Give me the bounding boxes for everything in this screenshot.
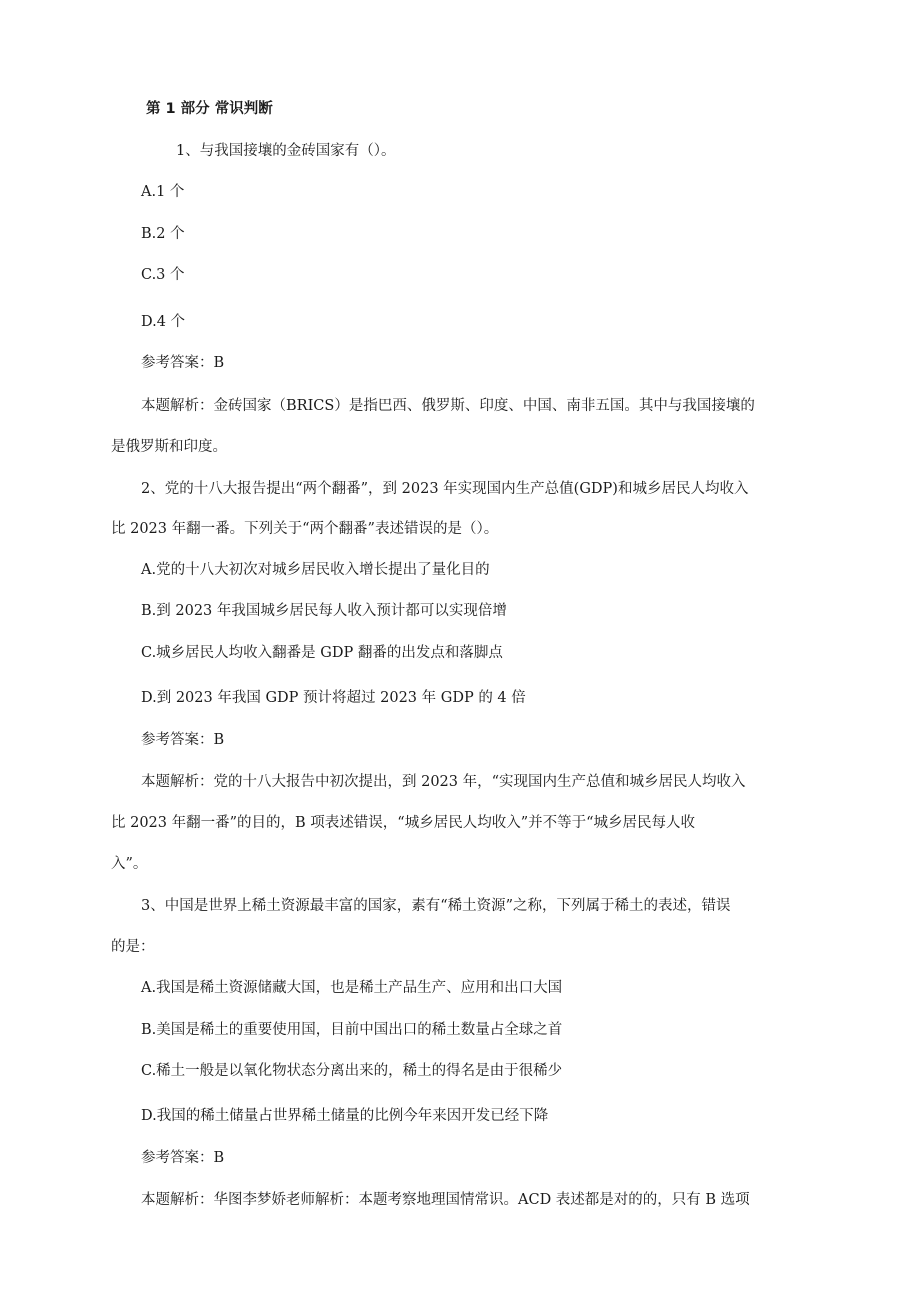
- question-2-option-b: B.到 2023 年我国城乡居民每人收入预计都可以实现倍增: [141, 603, 507, 619]
- question-1-analysis-line-1: 本题解析：金砖国家（BRICS）是指巴西、俄罗斯、印度、中国、南非五国。其中与我国接壤的: [141, 398, 755, 414]
- question-2-analysis-line-2: 比 2023 年翻一番”的目的，B 项表述错误，“城乡居民人均收入”并不等于“城乡居民每人收: [111, 815, 696, 831]
- question-1-analysis-line-2: 是俄罗斯和印度。: [111, 439, 227, 455]
- question-2-stem-line-1: 2、党的十八大报告提出“两个翻番”，到 2023 年实现国内生产总值(GDP)和城乡居民人均收入: [141, 481, 749, 497]
- question-2-analysis-line-3: 入”。: [111, 856, 148, 872]
- question-2-answer: 参考答案：B: [141, 732, 225, 748]
- question-1-option-a: A.1 个: [141, 184, 185, 200]
- question-2-analysis-line-1: 本题解析：党的十八大报告中初次提出，到 2023 年，“实现国内生产总值和城乡居民人均收入: [141, 774, 746, 790]
- question-1-option-b: B.2 个: [141, 226, 185, 242]
- question-3-option-a: A.我国是稀土资源储藏大国，也是稀土产品生产、应用和出口大国: [141, 980, 563, 996]
- question-2-option-c: C.城乡居民人均收入翻番是 GDP 翻番的出发点和落脚点: [141, 645, 503, 661]
- question-3-answer: 参考答案：B: [141, 1150, 225, 1166]
- question-3-analysis-line-1: 本题解析：华图李梦娇老师解析：本题考察地理国情常识。ACD 表述都是对的的，只有 B 选项: [141, 1192, 750, 1208]
- question-1-stem: 1、与我国接壤的金砖国家有（）。: [176, 143, 396, 159]
- question-2-stem-line-2: 比 2023 年翻一番。下列关于“两个翻番”表述错误的是（）。: [111, 521, 499, 537]
- question-3-option-c: C.稀土一般是以氧化物状态分离出来的，稀土的得名是由于很稀少: [141, 1063, 563, 1079]
- question-3-stem-line-2: 的是：: [111, 939, 155, 955]
- question-1-answer: 参考答案：B: [141, 355, 225, 371]
- question-2-option-d: D.到 2023 年我国 GDP 预计将超过 2023 年 GDP 的 4 倍: [141, 690, 526, 706]
- question-3-stem-line-1: 3、中国是世界上稀土资源最丰富的国家，素有“稀土资源”之称，下列属于稀土的表述，错误: [141, 898, 731, 914]
- question-3-option-d: D.我国的稀土储量占世界稀土储量的比例今年来因开发已经下降: [141, 1108, 549, 1124]
- question-3-option-b: B.美国是稀土的重要使用国，目前中国出口的稀土数量占全球之首: [141, 1022, 563, 1038]
- section-title: 第 1 部分 常识判断: [146, 101, 273, 117]
- question-2-option-a: A.党的十八大初次对城乡居民收入增长提出了量化目的: [141, 562, 490, 578]
- question-1-option-c: C.3 个: [141, 267, 185, 283]
- question-1-option-d: D.4 个: [141, 314, 186, 330]
